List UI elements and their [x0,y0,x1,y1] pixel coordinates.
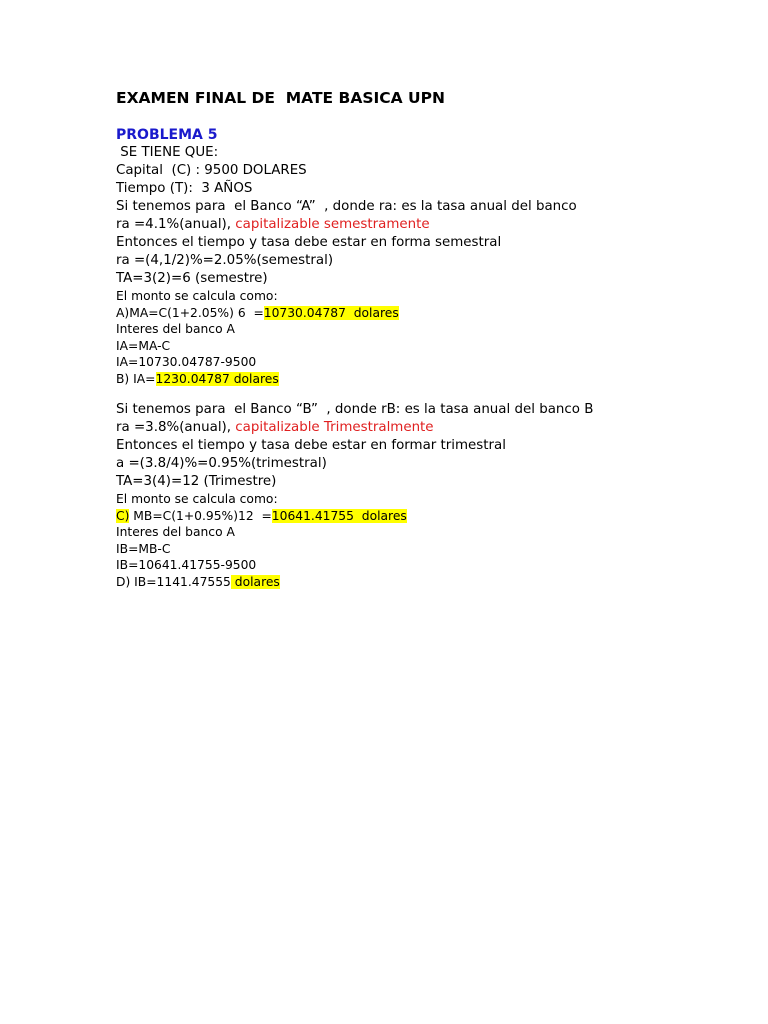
rate-a-prefix: ra =4.1%(anual), [116,217,236,232]
ma-formula: A)MA=C(1+2.05%) 6 = [116,305,264,320]
ia-result-line [116,371,577,388]
rate-b-line [116,419,593,437]
monto-b-label: El monto se calcula como: [116,492,278,506]
mb-formula: MB=C(1+0.95%)12 = [129,508,272,523]
ib-formula-line: IB=MB-C [116,541,171,556]
interes-b-label: Interes del banco A [116,525,235,539]
rate-b-capitalization: capitalizable Trimestralmente [235,420,434,435]
ia-prefix: B) IA= [116,371,156,386]
intro-line: SE TIENE QUE: [116,145,219,160]
entonces-b-line: Entonces el tiempo y tasa debe estar en formar trimestral [116,438,506,453]
ra-calc-line: ra =(4,1/2)%=2.05%(semestral) [116,253,334,268]
rate-a-line [116,216,577,234]
section-b [116,401,593,590]
rate-a-capitalization: capitalizable semestramente [235,217,430,232]
ma-line [116,305,577,322]
ma-result: 10730.04787 dolares [263,305,399,320]
rate-b-prefix: ra =3.8%(anual), [116,420,236,435]
ia-formula-line: IA=MA-C [116,338,171,353]
document-title: EXAMEN FINAL DE MATE BASICA UPN [116,89,445,107]
mb-line [116,508,593,525]
banco-a-line: Si tenemos para el Banco “A” , donde ra: es la tasa anual del banco [116,199,577,214]
section-a [116,144,577,387]
ta-b-calc-line: TA=3(4)=12 (Trimestre) [116,474,277,489]
entonces-a-line: Entonces el tiempo y tasa debe estar en forma semestral [116,235,502,250]
ia-result: 1230.04787 dolares [155,371,279,386]
ib-result-line [116,574,593,591]
monto-a-label: El monto se calcula como: [116,289,278,303]
ib-prefix: D) IB=1141.47555 [116,574,231,589]
ib-result-unit: dolares [230,574,280,589]
tiempo-line: Tiempo (T): 3 AÑOS [116,181,253,196]
problem-heading: PROBLEMA 5 [116,127,218,143]
capital-line: Capital (C) : 9500 DOLARES [116,163,307,178]
interes-a-label: Interes del banco A [116,322,235,336]
banco-b-line: Si tenemos para el Banco “B” , donde rB: es la tasa anual del banco B [116,402,594,417]
ia-calc-line: IA=10730.04787-9500 [116,355,257,369]
a-calc-line: a =(3.8/4)%=0.95%(trimestral) [116,456,327,471]
mb-letter: C) [116,508,130,523]
mb-result: 10641.41755 dolares [271,508,407,523]
ib-calc-line: IB=10641.41755-9500 [116,558,257,572]
ta-a-calc-line: TA=3(2)=6 (semestre) [116,271,268,286]
